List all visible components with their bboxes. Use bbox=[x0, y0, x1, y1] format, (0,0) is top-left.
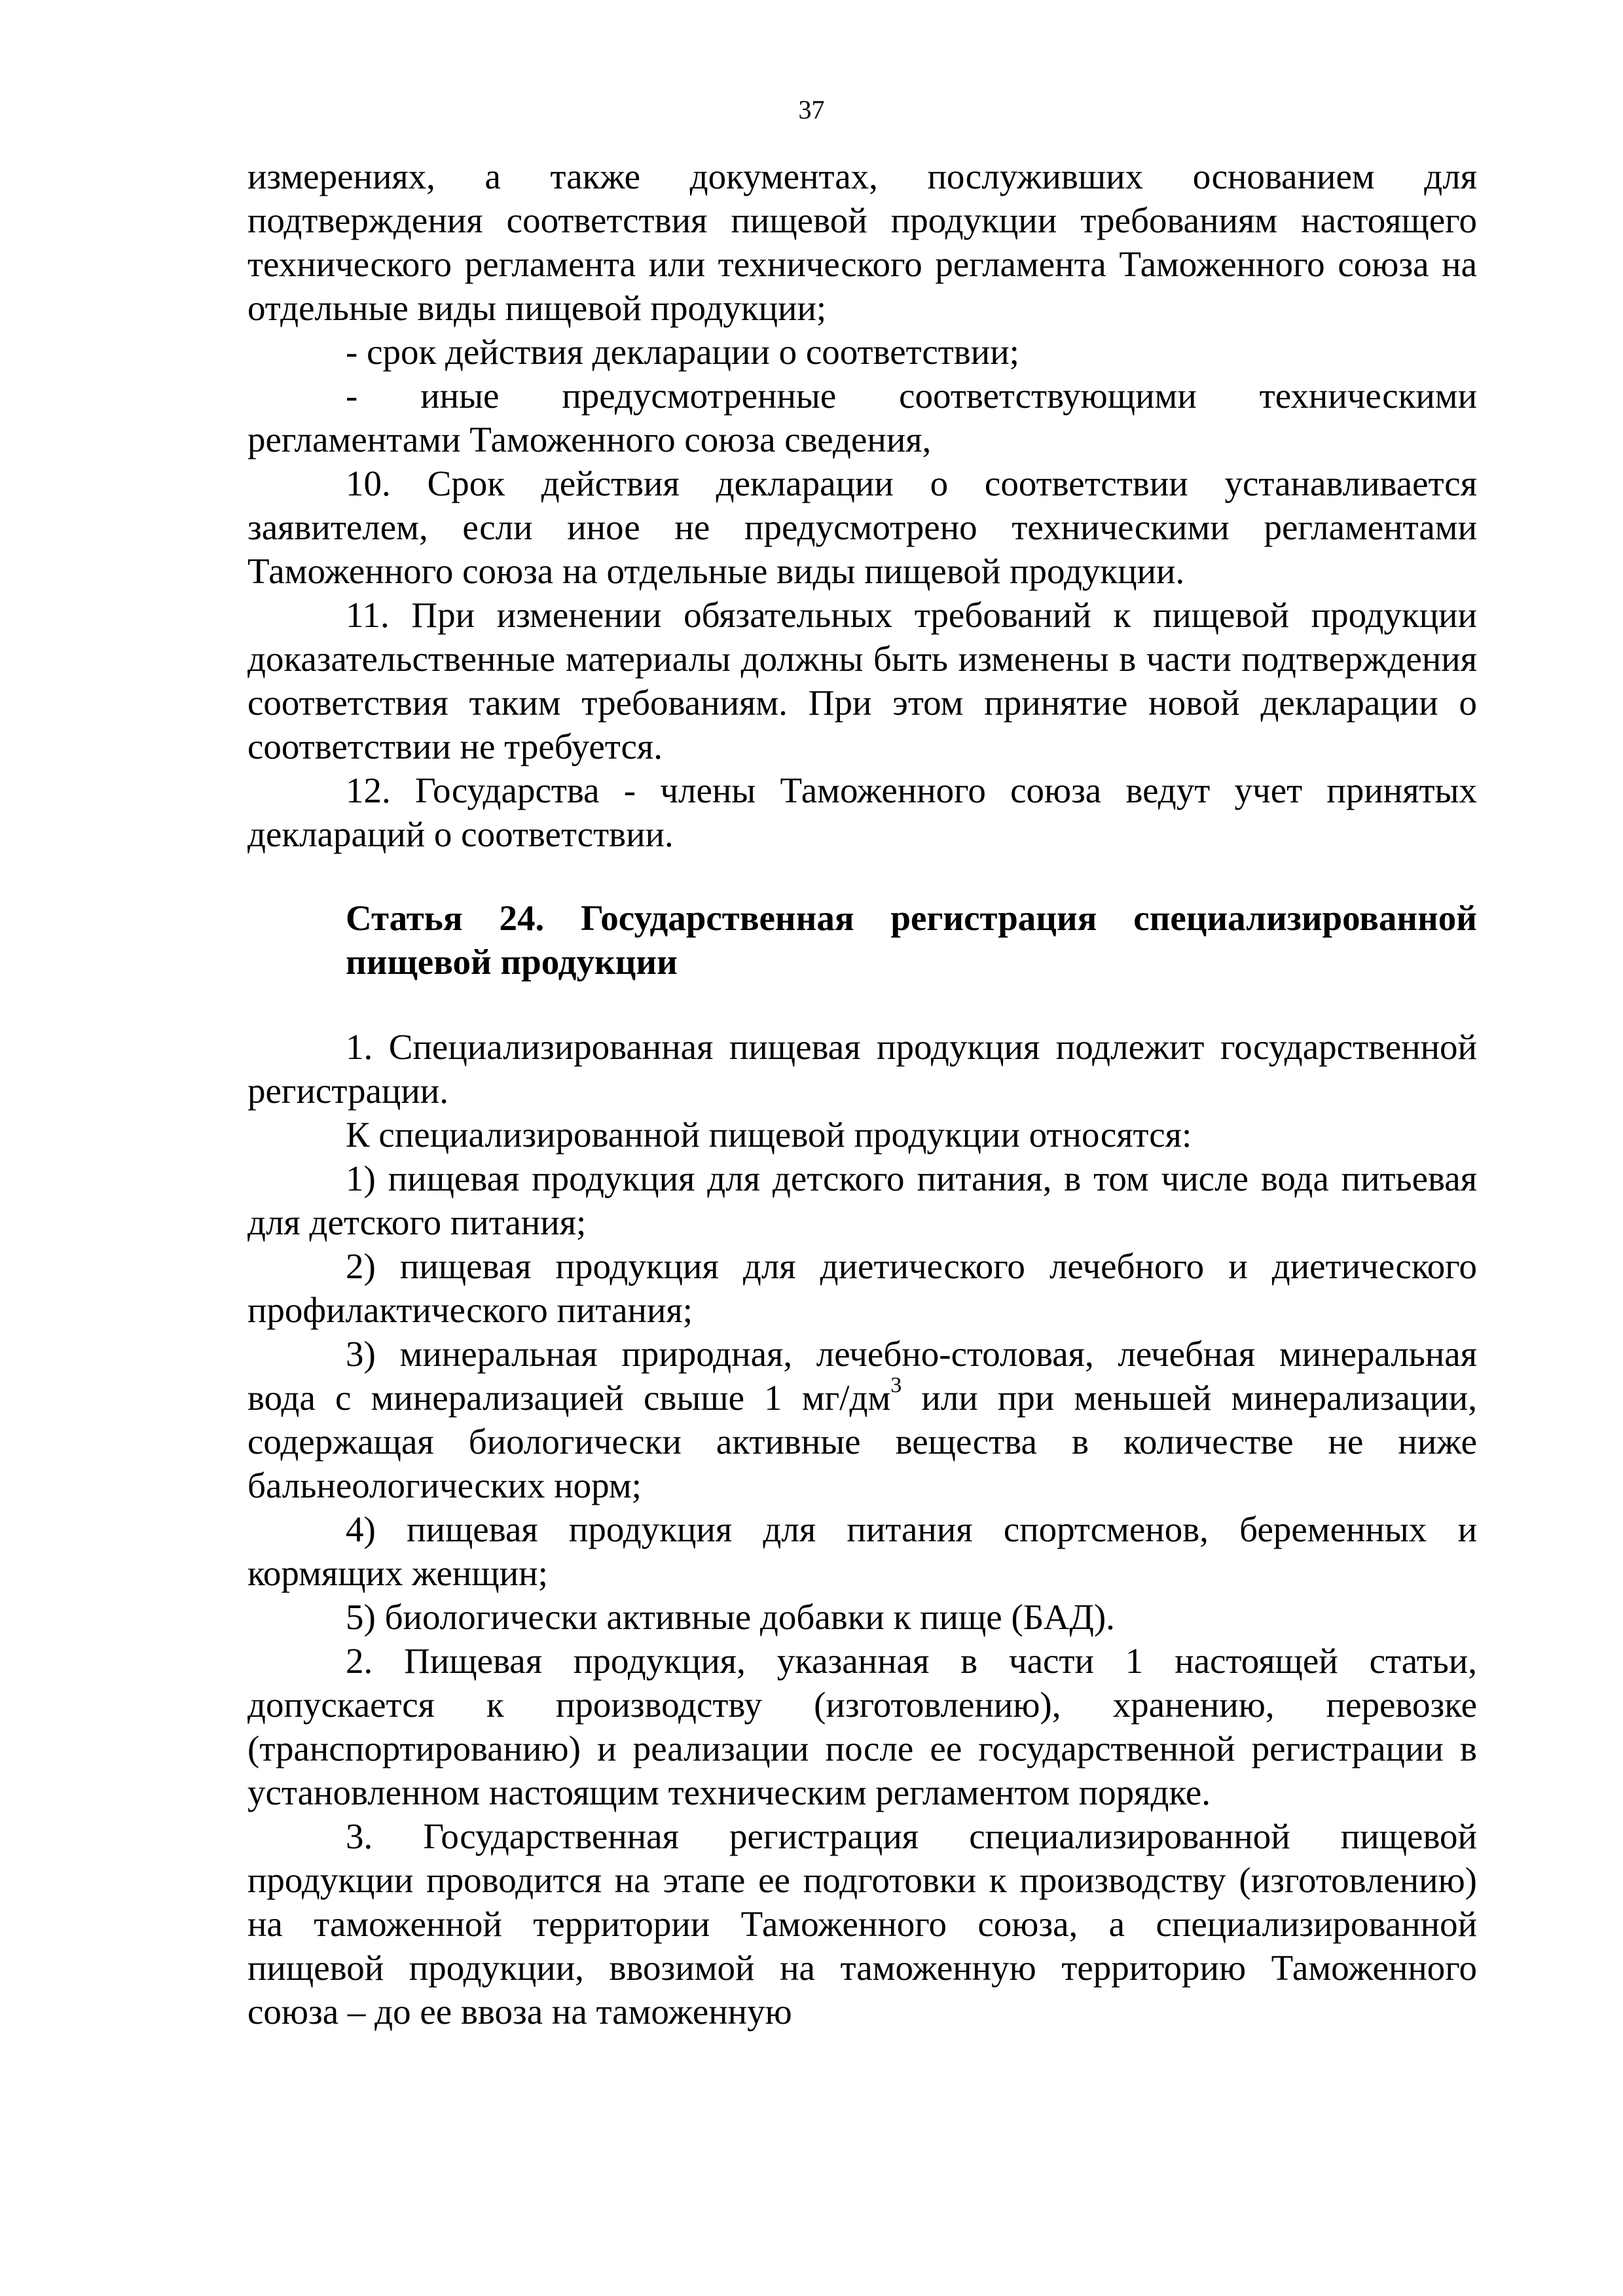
paragraph-11: 11. При изменении обязательных требований к пищевой продукции доказательственные материалы должны быть изменены в части подтверждения соответствия таким требованиям. При этом принятие новой декларации о соответствии не требуется. bbox=[247, 595, 1477, 766]
list-item: - иные предусмотренные соответствующими техническими регламентами Таможенного союза сведения, bbox=[247, 376, 1477, 459]
article-list-item-5: 5) биологически активные добавки к пище (БАД). bbox=[346, 1597, 1115, 1637]
continuation-paragraph: измерениях, а также документах, послуживших основанием для подтверждения соответствия пищевой продукции требованиям настоящего технического регламента или технического регламента Таможенного союза на отдельные виды пищевой продукции; bbox=[247, 156, 1477, 328]
list-item: - срок действия декларации о соответствии; bbox=[346, 332, 1019, 372]
article-paragraph-3: 3. Государственная регистрация специализированной пищевой продукции проводится на этапе ее подготовки к производству (изготовлению) на таможенной территории Таможенного союза, а специализированной пищевой продукции, ввозимой на таможенную территорию Таможенного союза – до ее ввоза на таможенную bbox=[247, 1816, 1477, 2032]
superscript-unit: 3 bbox=[890, 1372, 902, 1397]
page-number: 37 bbox=[798, 95, 825, 124]
paragraph-12: 12. Государства - члены Таможенного союза ведут учет принятых деклараций о соответствии. bbox=[247, 770, 1477, 854]
article-list-item-2: 2) пищевая продукция для диетического лечебного и диетического профилактического питания; bbox=[247, 1246, 1477, 1330]
article-list-intro: К специализированной пищевой продукции относятся: bbox=[346, 1115, 1192, 1155]
item3-text-end: или при меньшей минерализации, содержащая биологически активные вещества в количестве не ниже бальнеологических норм; bbox=[247, 1378, 1477, 1505]
article-list-item-4: 4) пищевая продукция для питания спортсменов, беременных и кормящих женщин; bbox=[247, 1509, 1477, 1593]
paragraph-10: 10. Срок действия декларации о соответствии устанавливается заявителем, если иное не предусмотрено техническими регламентами Таможенного союза на отдельные виды пищевой продукции. bbox=[247, 463, 1477, 591]
article-heading: Статья 24. Государственная регистрация специализированной пищевой продукции bbox=[346, 898, 1477, 982]
article-list-item-1: 1) пищевая продукция для детского питания, в том числе вода питьевая для детского питания; bbox=[247, 1158, 1477, 1242]
article-list-item-3 bbox=[247, 1332, 1477, 1507]
document-body bbox=[247, 154, 1477, 2034]
item3-text-start: 3) минеральная природная, лечебно-столовая, лечебная минеральная вода с минерализацией свыше 1 мг/дм bbox=[247, 1334, 1477, 1418]
article-paragraph-1: 1. Специализированная пищевая продукция подлежит государственной регистрации. bbox=[247, 1027, 1477, 1111]
article-paragraph-2: 2. Пищевая продукция, указанная в части 1 настоящей статьи, допускается к производству (изготовлению), хранению, перевозке (транспортированию) и реализации после ее государственной регистрации в установленном настоящим техническим регламентом порядке. bbox=[247, 1641, 1477, 1812]
